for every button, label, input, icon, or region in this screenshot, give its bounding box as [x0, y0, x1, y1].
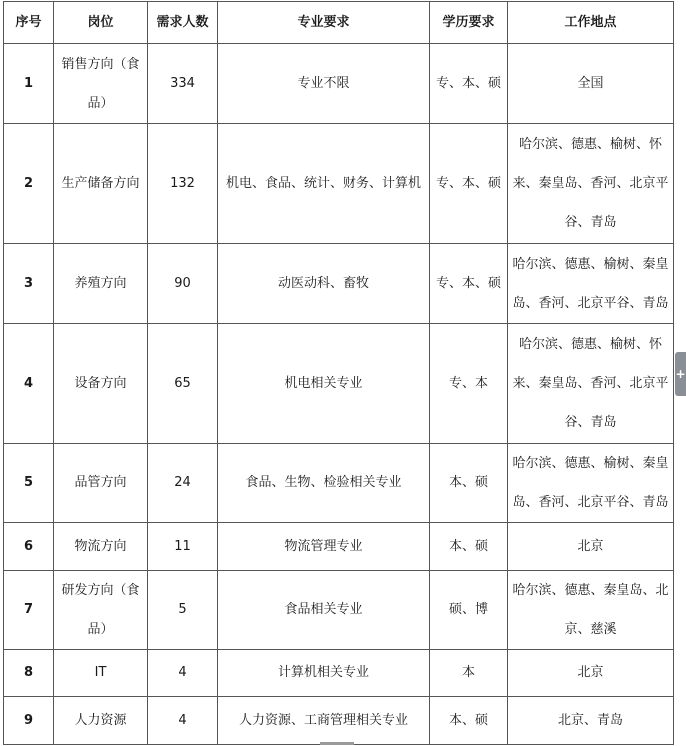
- header-position: 岗位: [54, 2, 148, 44]
- row-count: 334: [148, 44, 218, 124]
- row-location: 北京: [508, 523, 674, 571]
- row-position: 养殖方向: [54, 244, 148, 324]
- header-index: 序号: [4, 2, 54, 44]
- row-index: 9: [4, 697, 54, 745]
- row-count: 4: [148, 697, 218, 745]
- row-major: 动医动科、畜牧: [218, 244, 430, 324]
- header-education: 学历要求: [430, 2, 508, 44]
- scroll-indicator: [320, 742, 354, 745]
- row-location: 哈尔滨、德惠、榆树、秦皇岛、香河、北京平谷、青岛: [508, 244, 674, 324]
- row-education: 专、本: [430, 324, 508, 444]
- row-location: 哈尔滨、德惠、榆树、秦皇岛、香河、北京平谷、青岛: [508, 444, 674, 523]
- row-position: 人力资源: [54, 697, 148, 745]
- row-major: 食品、生物、检验相关专业: [218, 444, 430, 523]
- row-major: 专业不限: [218, 44, 430, 124]
- row-count: 5: [148, 571, 218, 650]
- row-location: 北京、青岛: [508, 697, 674, 745]
- row-position: 物流方向: [54, 523, 148, 571]
- row-index: 4: [4, 324, 54, 444]
- row-index: 5: [4, 444, 54, 523]
- row-index: 1: [4, 44, 54, 124]
- row-location: 哈尔滨、德惠、榆树、怀来、秦皇岛、香河、北京平谷、青岛: [508, 124, 674, 244]
- row-major: 食品相关专业: [218, 571, 430, 650]
- table-row: [4, 124, 674, 244]
- row-position: 销售方向（食品）: [54, 44, 148, 124]
- header-row: [4, 2, 674, 44]
- row-count: 4: [148, 650, 218, 697]
- row-position: IT: [54, 650, 148, 697]
- row-count: 132: [148, 124, 218, 244]
- row-count: 11: [148, 523, 218, 571]
- table-row: [4, 44, 674, 124]
- row-location: 全国: [508, 44, 674, 124]
- row-index: 8: [4, 650, 54, 697]
- row-major: 物流管理专业: [218, 523, 430, 571]
- row-major: 人力资源、工商管理相关专业: [218, 697, 430, 745]
- table-row: [4, 444, 674, 523]
- header-major: 专业要求: [218, 2, 430, 44]
- row-position: 品管方向: [54, 444, 148, 523]
- row-education: 本、硕: [430, 697, 508, 745]
- row-position: 设备方向: [54, 324, 148, 444]
- table-row: [4, 571, 674, 650]
- row-major: 机电相关专业: [218, 324, 430, 444]
- row-count: 90: [148, 244, 218, 324]
- plus-icon[interactable]: +: [675, 352, 686, 396]
- recruitment-table: [3, 1, 674, 745]
- row-education: 专、本、硕: [430, 244, 508, 324]
- row-count: 65: [148, 324, 218, 444]
- row-index: 3: [4, 244, 54, 324]
- header-location: 工作地点: [508, 2, 674, 44]
- table-row: [4, 324, 674, 444]
- header-count: 需求人数: [148, 2, 218, 44]
- row-education: 专、本、硕: [430, 124, 508, 244]
- row-education: 本、硕: [430, 523, 508, 571]
- row-education: 专、本、硕: [430, 44, 508, 124]
- row-position: 生产储备方向: [54, 124, 148, 244]
- row-index: 2: [4, 124, 54, 244]
- table-row: [4, 244, 674, 324]
- row-education: 本、硕: [430, 444, 508, 523]
- table-row: [4, 650, 674, 697]
- row-index: 6: [4, 523, 54, 571]
- table-row: [4, 523, 674, 571]
- row-position: 研发方向（食品）: [54, 571, 148, 650]
- row-location: 哈尔滨、德惠、秦皇岛、北京、慈溪: [508, 571, 674, 650]
- row-major: 机电、食品、统计、财务、计算机: [218, 124, 430, 244]
- row-index: 7: [4, 571, 54, 650]
- row-location: 哈尔滨、德惠、榆树、怀来、秦皇岛、香河、北京平谷、青岛: [508, 324, 674, 444]
- row-location: 北京: [508, 650, 674, 697]
- row-major: 计算机相关专业: [218, 650, 430, 697]
- table-row: [4, 697, 674, 745]
- row-count: 24: [148, 444, 218, 523]
- row-education: 本: [430, 650, 508, 697]
- row-education: 硕、博: [430, 571, 508, 650]
